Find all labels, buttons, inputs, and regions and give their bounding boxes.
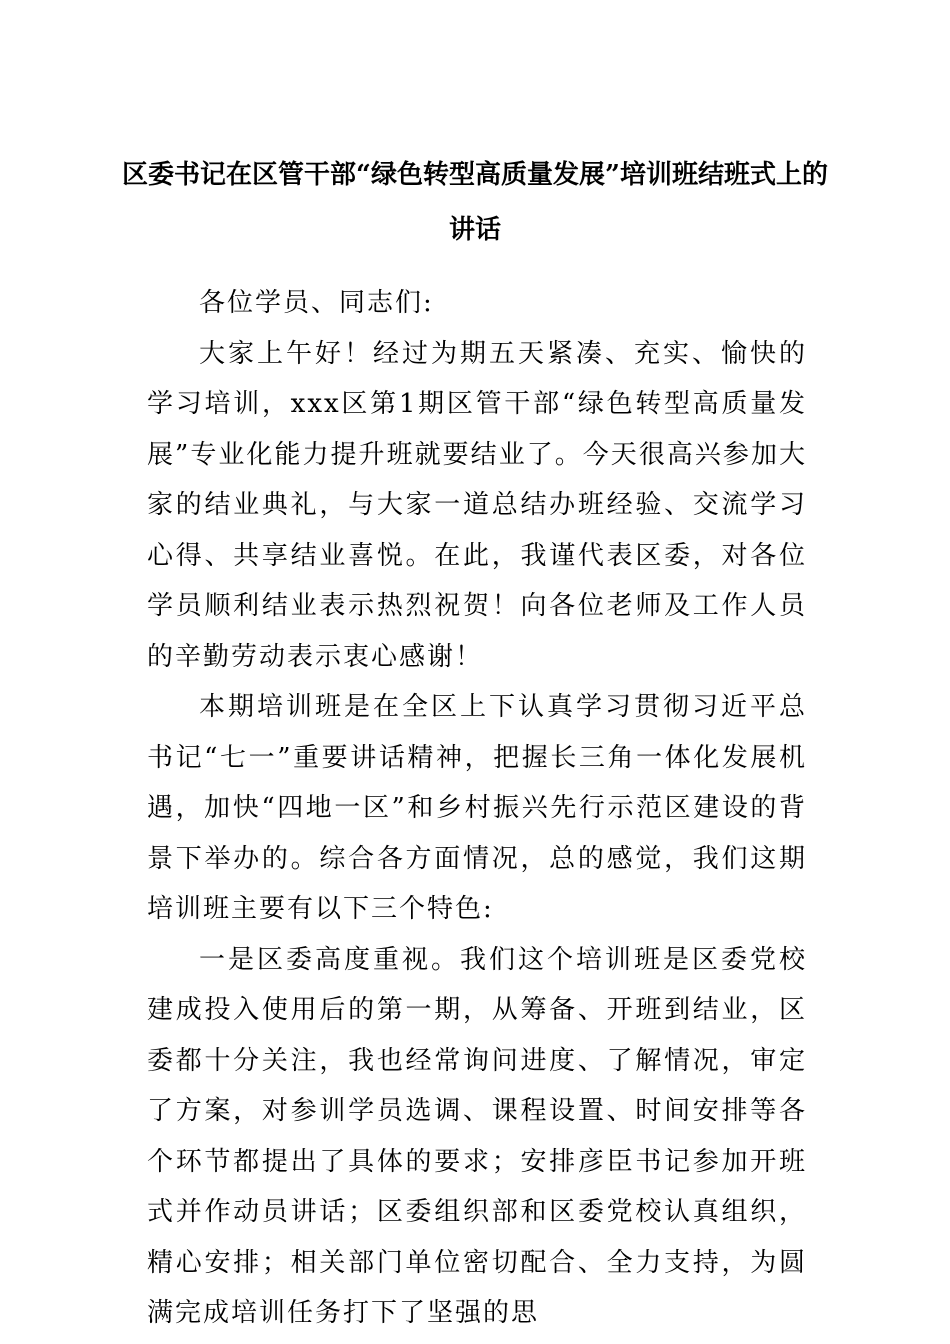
salutation-paragraph: 各位学员、同志们:	[199, 288, 434, 318]
body-paragraph: 大家上午好！经过为期五天紧凑、充实、愉快的学习培训，xxx区第1期区管干部“绿色转型高质量发展”专业化能力提升班就要结业了。今天很高兴参加大家的结业典礼，与大家一道总结办班经验、交流学习心得、共享结业喜悦。在此，我谨代表区委，对各位学员顺利结业表示热烈祝贺！向各位老师及工作人员的辛勤劳动表示衷心感谢！	[147, 338, 807, 672]
document-title: 区委书记在区管干部“绿色转型高质量发展”培训班结班式上的讲话	[122, 160, 828, 245]
document-body	[147, 278, 807, 1339]
body-paragraph: 一是区委高度重视。我们这个培训班是区委党校建成投入使用后的第一期，从筹备、开班到结业，区委都十分关注，我也经常询问进度、了解情况，审定了方案，对参训学员选调、课程设置、时间安排等各个环节都提出了具体的要求；安排彦臣书记参加开班式并作动员讲话；区委组织部和区委党校认真组织，精心安排；相关部门单位密切配合、全力支持，为圆满完成培训任务打下了坚强的思	[147, 944, 807, 1328]
body-paragraph: 本期培训班是在全区上下认真学习贯彻习近平总书记“七一”重要讲话精神，把握长三角一体化发展机遇，加快“四地一区”和乡村振兴先行示范区建设的背景下举办的。综合各方面情况，总的感觉，我们这期培训班主要有以下三个特色:	[147, 692, 807, 924]
